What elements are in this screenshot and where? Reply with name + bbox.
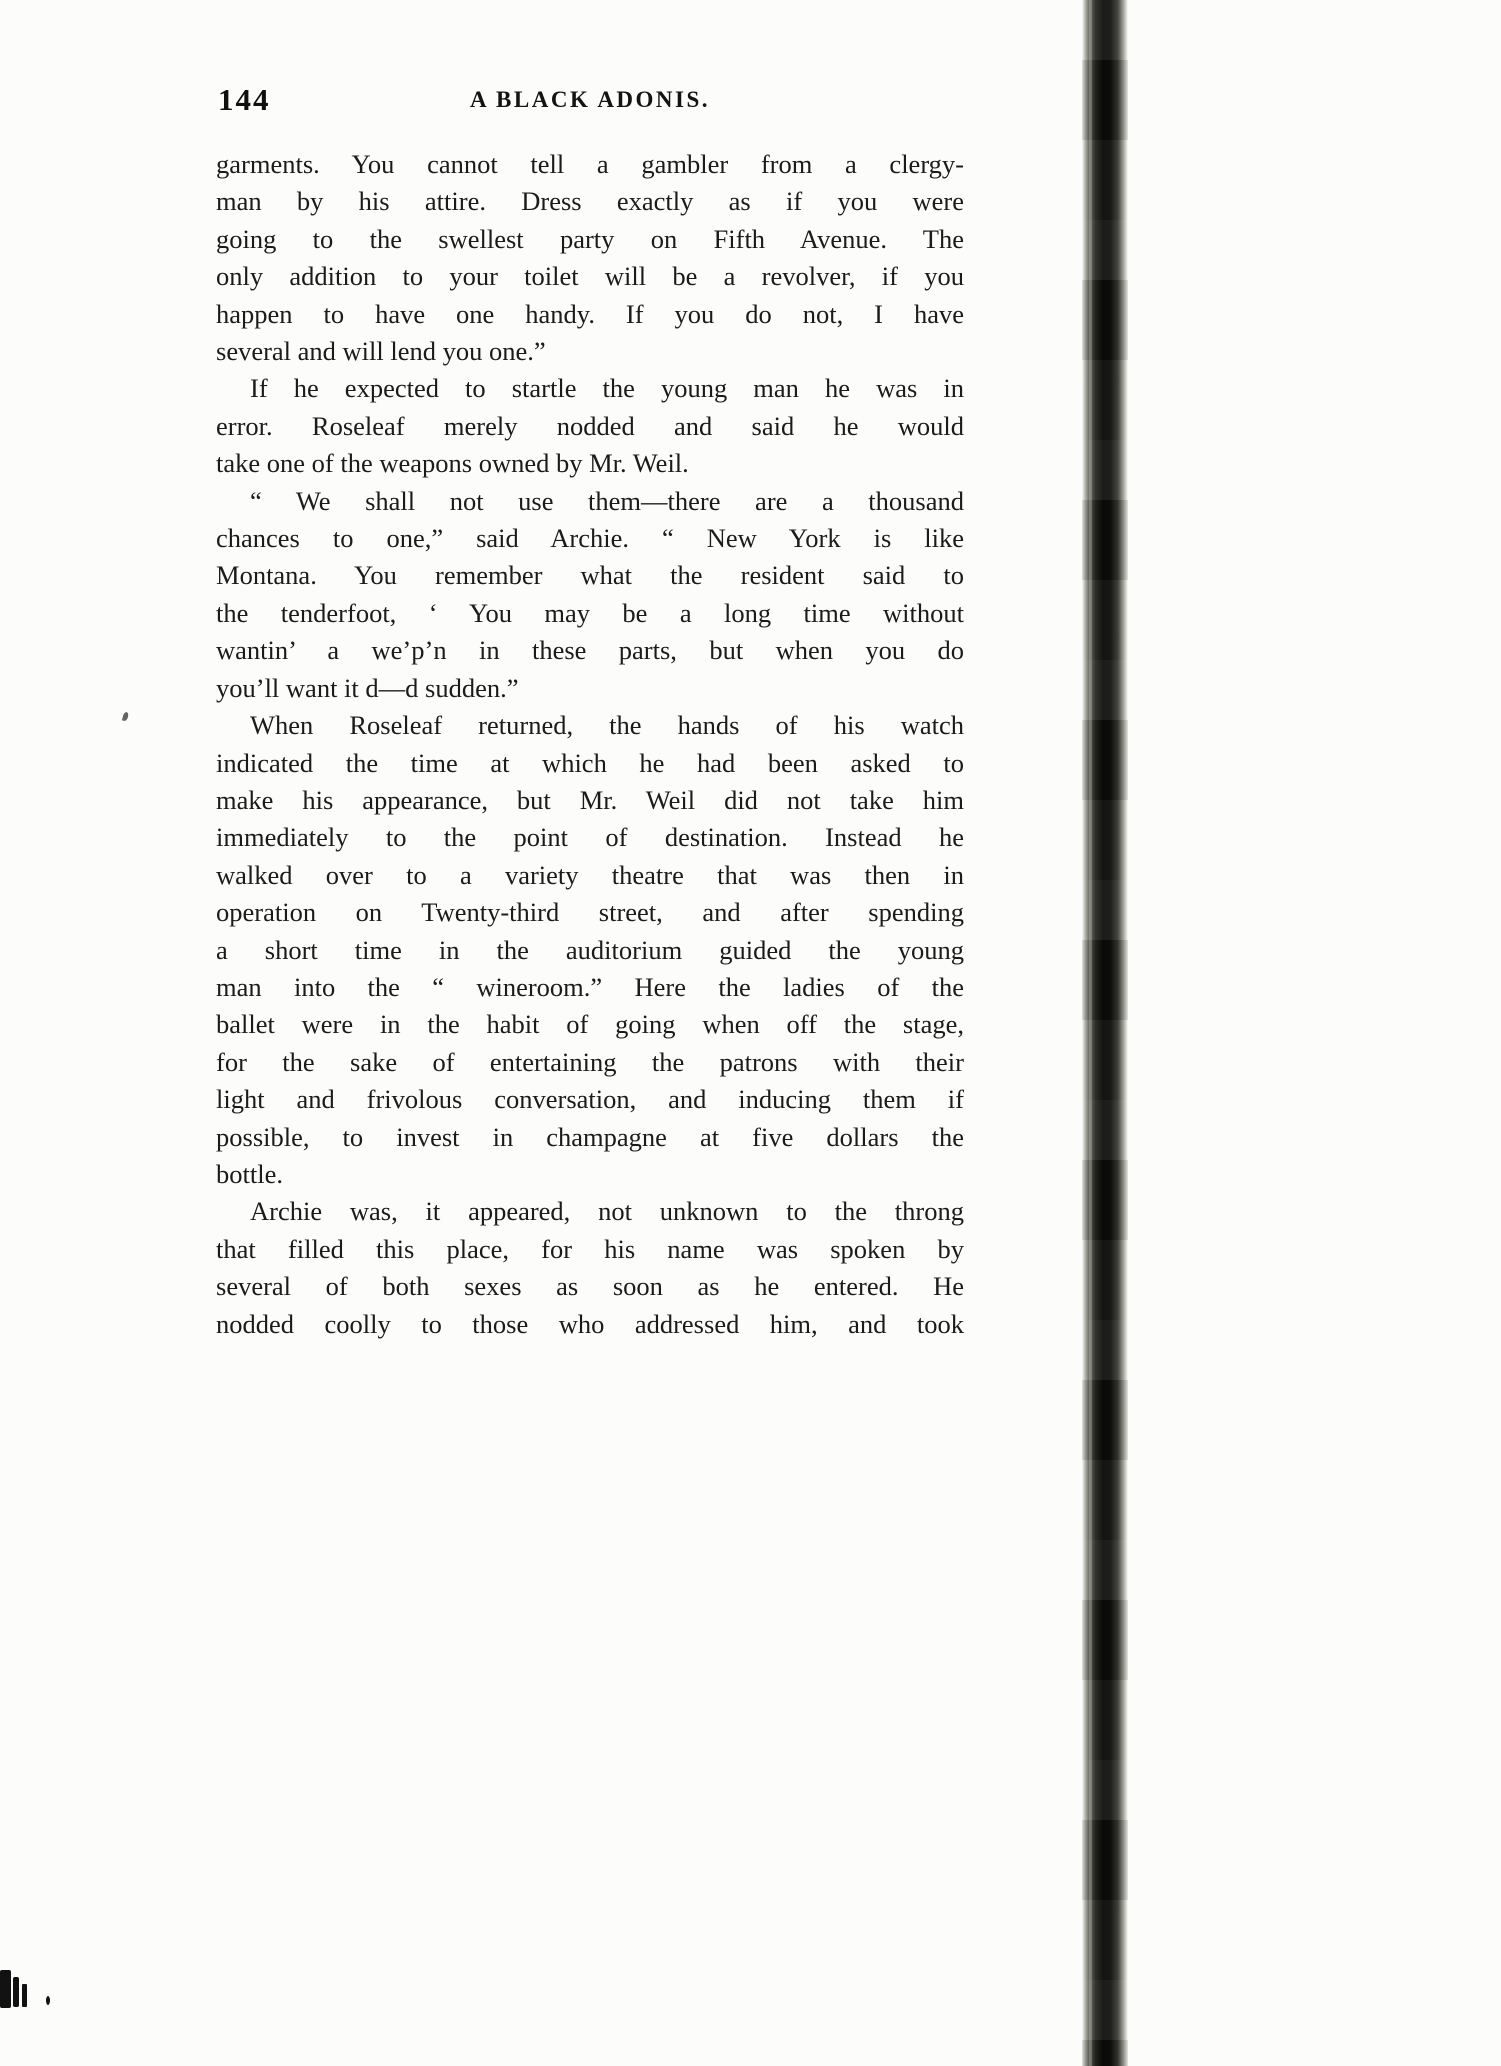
text-line: error. Roseleaf merely nodded and said he would bbox=[216, 410, 964, 441]
text-line: man into the “ wineroom.” Here the ladies of the bbox=[216, 971, 964, 1002]
text-line: going to the swellest party on Fifth Avenue. The bbox=[216, 223, 964, 254]
text-line: When Roseleaf returned, the hands of his watch bbox=[250, 710, 964, 741]
text-line: chances to one,” said Archie. “ New York is like bbox=[216, 523, 964, 554]
text-line: indicated the time at which he had been asked to bbox=[216, 747, 964, 778]
paragraph bbox=[216, 483, 964, 707]
text-line: take one of the weapons owned by Mr. Weil. bbox=[216, 448, 689, 479]
text-block bbox=[216, 146, 964, 1343]
text-line: that filled this place, for his name was spoken by bbox=[216, 1233, 964, 1264]
page-header bbox=[216, 82, 964, 118]
text-line: walked over to a variety theatre that was then in bbox=[216, 859, 964, 890]
text-line: garments. You cannot tell a gambler from a clergy- bbox=[216, 149, 964, 179]
paragraph bbox=[216, 707, 964, 1193]
text-line: make his appearance, but Mr. Weil did not take him bbox=[216, 784, 964, 815]
text-line: possible, to invest in champagne at five dollars the bbox=[216, 1121, 964, 1152]
text-line: for the sake of entertaining the patrons with their bbox=[216, 1046, 964, 1077]
text-line: the tenderfoot, ‘ You may be a long time without bbox=[216, 597, 964, 628]
text-line: wantin’ a we’p’n in these parts, but when you do bbox=[216, 635, 964, 666]
text-line: several and will lend you one.” bbox=[216, 336, 546, 367]
text-line: a short time in the auditorium guided the young bbox=[216, 934, 964, 965]
scan-binding-band bbox=[1082, 0, 1128, 2066]
text-line: If he expected to startle the young man he was in bbox=[250, 373, 964, 404]
text-line: operation on Twenty-third street, and after spending bbox=[216, 897, 964, 928]
text-line: ballet were in the habit of going when off the stage, bbox=[216, 1009, 964, 1040]
text-line: you’ll want it d—d sudden.” bbox=[216, 672, 519, 703]
text-line: man by his attire. Dress exactly as if you were bbox=[216, 186, 964, 217]
text-line: only addition to your toilet will be a revolver, if you bbox=[216, 261, 964, 292]
scan-speck bbox=[122, 712, 129, 722]
running-header: A BLACK ADONIS. bbox=[469, 87, 711, 112]
text-line: several of both sexes as soon as he entered. He bbox=[216, 1271, 964, 1302]
page-number: 144 bbox=[218, 82, 271, 117]
text-line: bottle. bbox=[216, 1158, 283, 1189]
scan-artifact-bottom-left bbox=[0, 1968, 80, 2020]
paragraph bbox=[216, 370, 964, 482]
text-line: nodded coolly to those who addressed him, and took bbox=[216, 1308, 964, 1339]
text-line: immediately to the point of destination. Instead he bbox=[216, 822, 964, 853]
text-line: “ We shall not use them—there are a thousand bbox=[250, 485, 964, 516]
text-line: Montana. You remember what the resident said to bbox=[216, 560, 964, 591]
text-line: happen to have one handy. If you do not, I have bbox=[216, 298, 964, 329]
text-line: light and frivolous conversation, and inducing them if bbox=[216, 1084, 964, 1115]
paragraph bbox=[216, 146, 964, 370]
paragraph bbox=[216, 1193, 964, 1343]
text-line: Archie was, it appeared, not unknown to the throng bbox=[250, 1196, 964, 1227]
